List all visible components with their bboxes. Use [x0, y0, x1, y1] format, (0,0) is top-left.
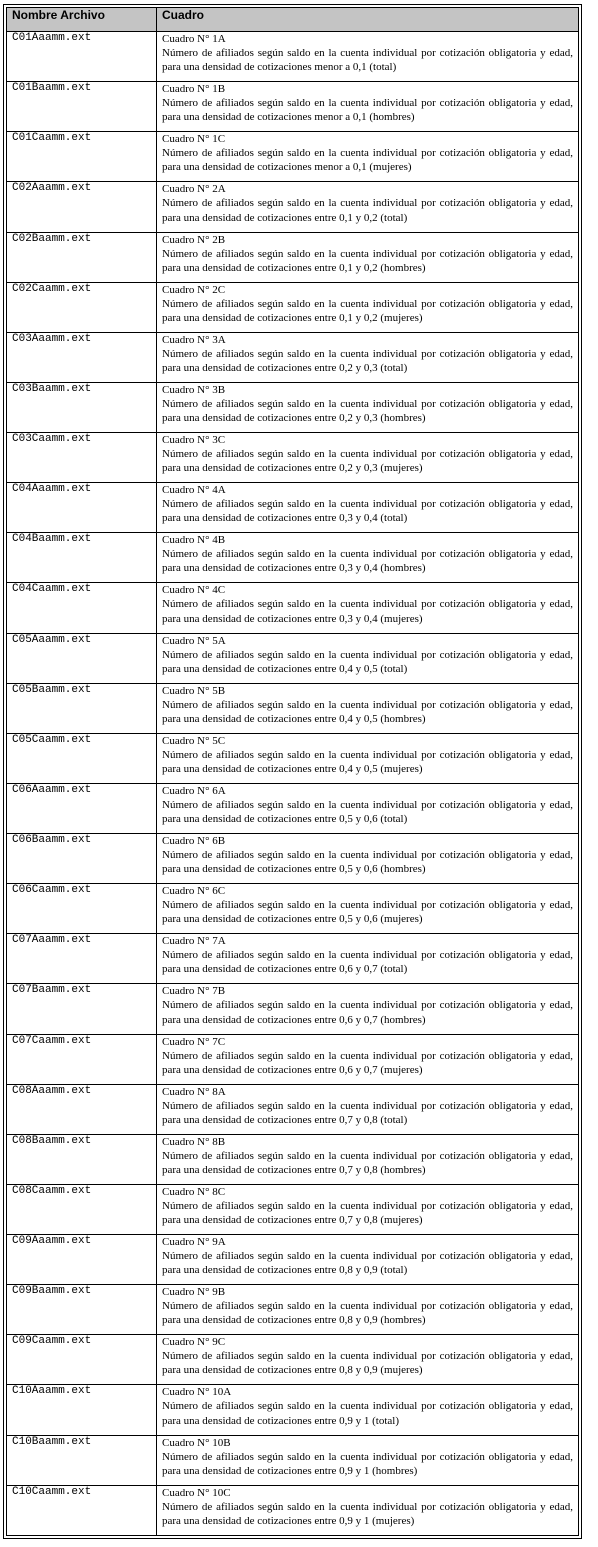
table-title: Cuadro N° 2C	[162, 283, 226, 296]
table-title: Cuadro N° 4B	[162, 534, 226, 547]
table-title: Cuadro N° 6C	[162, 885, 226, 898]
table-row	[7, 1285, 579, 1335]
table-row	[7, 332, 579, 382]
file-name-cell: C01Baamm.ext	[7, 82, 157, 132]
table-description-cell	[157, 683, 579, 733]
file-name-cell: C04Baamm.ext	[7, 533, 157, 583]
file-name-cell: C10Baamm.ext	[7, 1435, 157, 1485]
table-description: Número de afiliados según saldo en la cuenta individual por cotización obligatoria y edad, para una densidad de cotizaciones entre 0,8 y 0,9 (hombres)	[162, 1300, 573, 1327]
file-name-cell: C01Aaamm.ext	[7, 32, 157, 82]
table-description-cell	[157, 32, 579, 82]
table-description: Número de afiliados según saldo en la cuenta individual por cotización obligatoria y edad, para una densidad de cotizaciones entre 0,1 y 0,2 (mujeres)	[162, 297, 573, 324]
table-title: Cuadro N° 10C	[162, 1486, 231, 1499]
table-row	[7, 1034, 579, 1084]
file-name-cell: C03Caamm.ext	[7, 433, 157, 483]
table-row	[7, 1335, 579, 1385]
table-description-cell	[157, 282, 579, 332]
file-name-cell: C08Aaamm.ext	[7, 1084, 157, 1134]
table-description-cell	[157, 934, 579, 984]
table-title: Cuadro N° 3B	[162, 383, 226, 396]
table-description: Número de afiliados según saldo en la cuenta individual por cotización obligatoria y edad, para una densidad de cotizaciones entre 0,8 y 0,9 (total)	[162, 1250, 573, 1277]
table-description: Número de afiliados según saldo en la cuenta individual por cotización obligatoria y edad, para una densidad de cotizaciones entre 0,8 y 0,9 (mujeres)	[162, 1350, 573, 1377]
table-row	[7, 984, 579, 1034]
table-title: Cuadro N° 5A	[162, 634, 226, 647]
table-title: Cuadro N° 10A	[162, 1386, 232, 1399]
table-row	[7, 533, 579, 583]
table-row	[7, 1084, 579, 1134]
table-title: Cuadro N° 1C	[162, 133, 226, 146]
file-name-cell: C03Baamm.ext	[7, 382, 157, 432]
table-description: Número de afiliados según saldo en la cuenta individual por cotización obligatoria y edad, para una densidad de cotizaciones menor a 0,1 (hombres)	[162, 97, 573, 124]
table-description-cell	[157, 1285, 579, 1335]
table-title: Cuadro N° 8B	[162, 1135, 226, 1148]
table-title: Cuadro N° 6A	[162, 784, 226, 797]
header-table-title: Cuadro	[157, 8, 579, 32]
file-name-cell: C06Caamm.ext	[7, 884, 157, 934]
table-title: Cuadro N° 3A	[162, 333, 226, 346]
header-file-name: Nombre Archivo	[7, 8, 157, 32]
table-description: Número de afiliados según saldo en la cuenta individual por cotización obligatoria y edad, para una densidad de cotizaciones entre 0,3 y 0,4 (hombres)	[162, 548, 573, 575]
table-row	[7, 934, 579, 984]
table-row	[7, 1235, 579, 1285]
table-title: Cuadro N° 7B	[162, 985, 226, 998]
table-description: Número de afiliados según saldo en la cuenta individual por cotización obligatoria y edad, para una densidad de cotizaciones entre 0,4 y 0,5 (total)	[162, 648, 573, 675]
table-description-cell	[157, 382, 579, 432]
file-name-cell: C06Baamm.ext	[7, 834, 157, 884]
table-description-cell	[157, 1435, 579, 1485]
table-row	[7, 683, 579, 733]
table-title: Cuadro N° 1A	[162, 33, 226, 45]
file-name-cell: C05Caamm.ext	[7, 733, 157, 783]
table-description-cell	[157, 834, 579, 884]
table-description-cell	[157, 783, 579, 833]
table-row	[7, 1435, 579, 1485]
table-description-cell	[157, 1134, 579, 1184]
table-description: Número de afiliados según saldo en la cuenta individual por cotización obligatoria y edad, para una densidad de cotizaciones entre 0,9 y 1 (hombres)	[162, 1450, 573, 1477]
file-name-cell: C08Baamm.ext	[7, 1134, 157, 1184]
table-description-cell	[157, 533, 579, 583]
table-description: Número de afiliados según saldo en la cuenta individual por cotización obligatoria y edad, para una densidad de cotizaciones entre 0,4 y 0,5 (mujeres)	[162, 748, 573, 775]
table-row	[7, 834, 579, 884]
table-row	[7, 483, 579, 533]
file-name-cell: C09Baamm.ext	[7, 1285, 157, 1335]
file-name-cell: C07Caamm.ext	[7, 1034, 157, 1084]
table-description: Número de afiliados según saldo en la cuenta individual por cotización obligatoria y edad, para una densidad de cotizaciones entre 0,3 y 0,4 (total)	[162, 498, 573, 525]
table-row	[7, 382, 579, 432]
file-name-cell: C10Aaamm.ext	[7, 1385, 157, 1435]
table-row	[7, 884, 579, 934]
table-title: Cuadro N° 8A	[162, 1085, 226, 1098]
table-description-cell	[157, 82, 579, 132]
table-description: Número de afiliados según saldo en la cuenta individual por cotización obligatoria y edad, para una densidad de cotizaciones entre 0,5 y 0,6 (mujeres)	[162, 899, 573, 926]
table-description: Número de afiliados según saldo en la cuenta individual por cotización obligatoria y edad, para una densidad de cotizaciones entre 0,2 y 0,3 (hombres)	[162, 397, 573, 425]
document-frame	[3, 4, 582, 1539]
file-name-cell: C02Aaamm.ext	[7, 182, 157, 232]
table-description-cell	[157, 733, 579, 783]
table-title: Cuadro N° 4A	[162, 484, 226, 497]
table-row	[7, 232, 579, 282]
table-row	[7, 1184, 579, 1234]
file-name-cell: C08Caamm.ext	[7, 1184, 157, 1234]
table-row	[7, 1485, 579, 1535]
table-description: Número de afiliados según saldo en la cuenta individual por cotización obligatoria y edad, para una densidad de cotizaciones entre 0,5 y 0,6 (total)	[162, 798, 573, 826]
table-row	[7, 783, 579, 833]
table-description: Número de afiliados según saldo en la cuenta individual por cotización obligatoria y edad, para una densidad de cotizaciones entre 0,9 y 1 (total)	[162, 1400, 573, 1427]
table-title: Cuadro N° 2A	[162, 183, 226, 196]
file-name-cell: C02Caamm.ext	[7, 282, 157, 332]
table-description-cell	[157, 1084, 579, 1134]
file-name-cell: C01Caamm.ext	[7, 132, 157, 182]
table-title: Cuadro N° 7C	[162, 1035, 226, 1048]
table-description: Número de afiliados según saldo en la cuenta individual por cotización obligatoria y edad, para una densidad de cotizaciones entre 0,7 y 0,8 (hombres)	[162, 1149, 573, 1176]
table-description: Número de afiliados según saldo en la cuenta individual por cotización obligatoria y edad, para una densidad de cotizaciones entre 0,2 y 0,3 (mujeres)	[162, 448, 573, 475]
table-title: Cuadro N° 3C	[162, 434, 226, 446]
table-description-cell	[157, 884, 579, 934]
table-title: Cuadro N° 4C	[162, 584, 226, 597]
table-description: Número de afiliados según saldo en la cuenta individual por cotización obligatoria y edad, para una densidad de cotizaciones entre 0,5 y 0,6 (hombres)	[162, 849, 573, 876]
table-row	[7, 82, 579, 132]
table-row	[7, 433, 579, 483]
table-title: Cuadro N° 5C	[162, 734, 226, 747]
file-name-cell: C04Aaamm.ext	[7, 483, 157, 533]
table-title: Cuadro N° 7A	[162, 935, 226, 948]
table-row	[7, 633, 579, 683]
table-title: Cuadro N° 2B	[162, 233, 226, 246]
table-description: Número de afiliados según saldo en la cuenta individual por cotización obligatoria y edad, para una densidad de cotizaciones entre 0,7 y 0,8 (mujeres)	[162, 1199, 573, 1227]
file-name-cell: C05Baamm.ext	[7, 683, 157, 733]
table-description: Número de afiliados según saldo en la cuenta individual por cotización obligatoria y edad, para una densidad de cotizaciones entre 0,3 y 0,4 (mujeres)	[162, 598, 573, 625]
table-title: Cuadro N° 1B	[162, 83, 226, 96]
table-description: Número de afiliados según saldo en la cuenta individual por cotización obligatoria y edad, para una densidad de cotizaciones entre 0,1 y 0,2 (hombres)	[162, 247, 573, 274]
table-description: Número de afiliados según saldo en la cuenta individual por cotización obligatoria y edad, para una densidad de cotizaciones menor a 0,1 (total)	[162, 47, 573, 74]
file-name-cell: C10Caamm.ext	[7, 1485, 157, 1535]
table-title: Cuadro N° 9C	[162, 1336, 226, 1349]
table-row	[7, 132, 579, 182]
table-description: Número de afiliados según saldo en la cuenta individual por cotización obligatoria y edad, para una densidad de cotizaciones entre 0,6 y 0,7 (mujeres)	[162, 1049, 573, 1076]
table-description-cell	[157, 1184, 579, 1234]
table-description: Número de afiliados según saldo en la cuenta individual por cotización obligatoria y edad, para una densidad de cotizaciones entre 0,6 y 0,7 (hombres)	[162, 999, 573, 1026]
table-description-cell	[157, 182, 579, 232]
table-description-cell	[157, 1034, 579, 1084]
table-description-cell	[157, 332, 579, 382]
table-description: Número de afiliados según saldo en la cuenta individual por cotización obligatoria y edad, para una densidad de cotizaciones entre 0,4 y 0,5 (hombres)	[162, 698, 573, 725]
file-table	[6, 7, 579, 1536]
table-title: Cuadro N° 10B	[162, 1436, 231, 1449]
table-description-cell	[157, 132, 579, 182]
file-name-cell: C09Aaamm.ext	[7, 1235, 157, 1285]
table-description-cell	[157, 583, 579, 633]
header-row	[7, 8, 579, 32]
table-row	[7, 733, 579, 783]
table-row	[7, 1134, 579, 1184]
table-description: Número de afiliados según saldo en la cuenta individual por cotización obligatoria y edad, para una densidad de cotizaciones entre 0,2 y 0,3 (total)	[162, 347, 573, 374]
table-row	[7, 282, 579, 332]
table-title: Cuadro N° 9A	[162, 1236, 226, 1248]
table-title: Cuadro N° 6B	[162, 835, 226, 847]
file-name-cell: C06Aaamm.ext	[7, 783, 157, 833]
table-description: Número de afiliados según saldo en la cuenta individual por cotización obligatoria y edad, para una densidad de cotizaciones entre 0,7 y 0,8 (total)	[162, 1099, 573, 1126]
table-title: Cuadro N° 5B	[162, 684, 226, 697]
table-description-cell	[157, 1235, 579, 1285]
table-description-cell	[157, 483, 579, 533]
table-description-cell	[157, 1335, 579, 1385]
file-name-cell: C07Baamm.ext	[7, 984, 157, 1034]
table-title: Cuadro N° 9B	[162, 1286, 226, 1299]
table-header	[7, 8, 579, 32]
table-description: Número de afiliados según saldo en la cuenta individual por cotización obligatoria y edad, para una densidad de cotizaciones entre 0,6 y 0,7 (total)	[162, 949, 573, 976]
table-description: Número de afiliados según saldo en la cuenta individual por cotización obligatoria y edad, para una densidad de cotizaciones menor a 0,1 (mujeres)	[162, 147, 573, 174]
file-name-cell: C04Caamm.ext	[7, 583, 157, 633]
table-description-cell	[157, 232, 579, 282]
table-description-cell	[157, 1385, 579, 1435]
file-name-cell: C09Caamm.ext	[7, 1335, 157, 1385]
file-name-cell: C03Aaamm.ext	[7, 332, 157, 382]
table-description-cell	[157, 984, 579, 1034]
table-row	[7, 1385, 579, 1435]
table-row	[7, 583, 579, 633]
file-name-cell: C02Baamm.ext	[7, 232, 157, 282]
table-description: Número de afiliados según saldo en la cuenta individual por cotización obligatoria y edad, para una densidad de cotizaciones entre 0,9 y 1 (mujeres)	[162, 1500, 573, 1527]
table-description-cell	[157, 633, 579, 683]
file-name-cell: C07Aaamm.ext	[7, 934, 157, 984]
table-row	[7, 182, 579, 232]
table-row	[7, 32, 579, 82]
table-body	[7, 32, 579, 1536]
table-description-cell	[157, 433, 579, 483]
table-description: Número de afiliados según saldo en la cuenta individual por cotización obligatoria y edad, para una densidad de cotizaciones entre 0,1 y 0,2 (total)	[162, 197, 573, 224]
table-title: Cuadro N° 8C	[162, 1185, 226, 1198]
file-name-cell: C05Aaamm.ext	[7, 633, 157, 683]
table-description-cell	[157, 1485, 579, 1535]
